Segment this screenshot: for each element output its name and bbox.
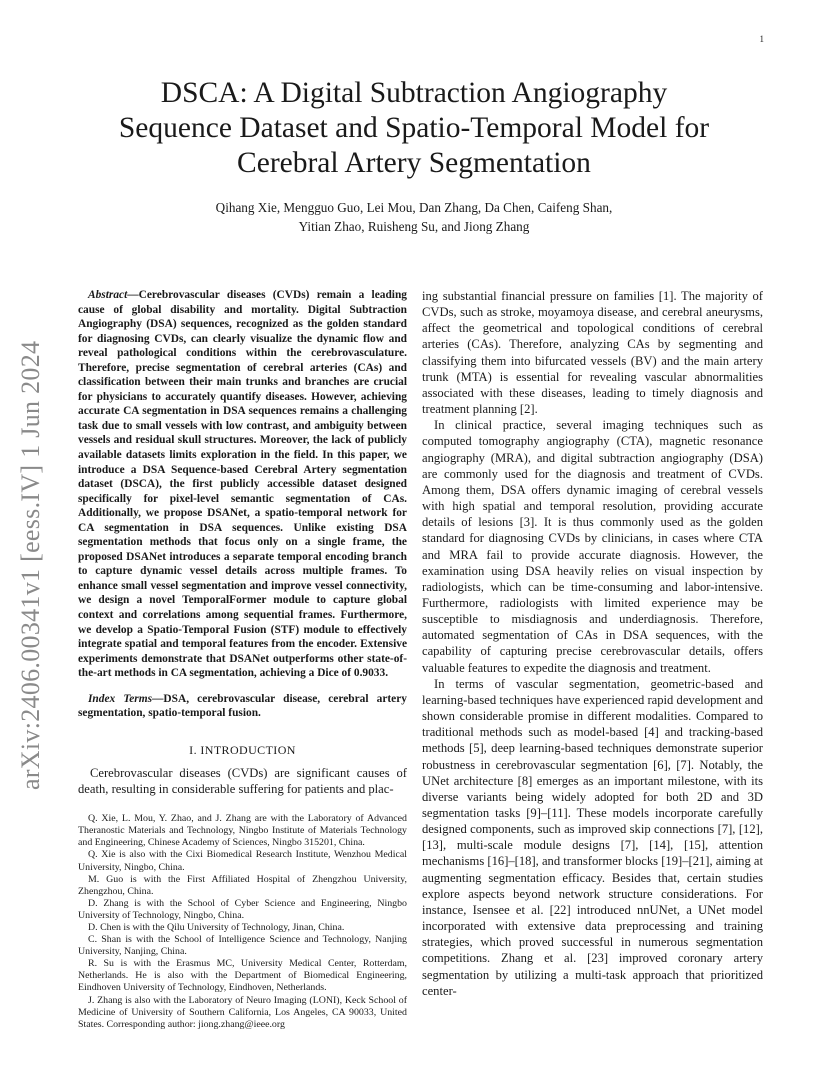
authors-line-2: Yitian Zhao, Ruisheng Su, and Jiong Zhang [298,219,530,234]
abstract-text: —Cerebrovascular diseases (CVDs) remain a leading cause of global disability and mortality. Digital Subtraction Angiography (DSA) sequences, recognized as the golden standard for diagnosing CVDs, can clearly visualize the dynamic flow and reveal pathological conditions within the cerebrovasculature. Therefore, precise segmentation of cerebral arteries (CAs) and classification between their main trunks and branches are crucial for physicians to accurately quantify diseases. However, achieving accurate CA segmentation in DSA sequences remains a challenging task due to small vessels with low contrast, and ambiguity between vessels and residual skull structures. Moreover, the lack of publicly available datasets limits exploration in the field. In this paper, we introduce a DSA Sequence-based Cerebral Artery segmentation dataset (DSCA), the first publicly accessible dataset designed specifically for pixel-level semantic segmentation of CAs. Additionally, we propose DSANet, a spatio-temporal network for CA segmentation in DSA sequences. Unlike existing DSA segmentation methods that focus only on a single frame, the proposed DSANet introduces a separate temporal encoding branch to capture dynamic vessel details across multiple frames. To enhance small vessel segmentation and improve vessel connectivity, we design a novel TemporalFormer module to capture global context and correlations among sequential frames. Furthermore, we develop a Spatio-Temporal Fusion (STF) module to effectively integrate spatial and temporal features from the encoder. Extensive experiments demonstrate that DSANet outperforms other state-of-the-art methods in CA segmentation, achieving a Dice of 0.9033. [78,289,407,680]
footnote: Q. Xie, L. Mou, Y. Zhao, and J. Zhang are with the Laboratory of Advanced Theranostic Materials and Technology, Ningbo Institute of Materials Technology and Engineering, Chinese Academy of Sciences, Ningbo 315201, China. [78,813,407,849]
footnote: C. Shan is with the School of Intelligence Science and Technology, Nanjing University, Nanjing, China. [78,934,407,958]
right-column [422,288,763,999]
left-column [78,288,407,1031]
title-line-3: Cerebral Artery Segmentation [237,147,591,179]
arxiv-stamp: arXiv:2406.00341v1 [eess.IV] 1 Jun 2024 [16,340,45,790]
title-line-2: Sequence Dataset and Spatio-Temporal Model for [118,112,710,144]
footnote: M. Guo is with the First Affiliated Hospital of Zhengzhou University, Zhengzhou, China. [78,873,407,897]
author-footnotes [78,813,407,1031]
body-paragraph: In clinical practice, several imaging techniques such as computed tomography angiography (CTA), magnetic resonance angiography (MRA), and digital subtraction angiography (DSA) are commonly used for the diagnosis and treatment of CVDs. Among them, DSA offers dynamic imaging of cerebral vessels with high spatial and temporal resolution, providing accurate details of lesions [3]. It is thus commonly used as the golden standard for diagnosing CVDs by clinicians, in cases where CTA and MRA fail to provide accurate diagnosis. However, the examination using DSA heavily relies on visual inspection by radiologists, which can be time-consuming and labor-intensive. Furthermore, radiologists with limited experience may be susceptible to misdiagnosis and underdiagnosis. Therefore, automated segmentation of CAs in DSA sequences, with the capability of capturing precise cerebrovascular details, offers valuable features to expedite the diagnosis and treatment. [422,418,763,675]
body-paragraph: ing substantial financial pressure on families [1]. The majority of CVDs, such as stroke, moyamoya disease, and cerebral aneurysms, affect the geometrical and topological conditions of cerebral arteries (CAs). Therefore, analyzing CAs by segmenting and classifying them into bifurcated vessels (BV) and the main artery trunk (MTA) is essential for revealing vascular abnormalities associated with these diseases, leading to timely diagnosis and treatment planning [2]. [422,289,763,417]
index-terms-text: —DSA, cerebrovascular disease, cerebral artery segmentation, spatio-temporal fusion. [78,692,407,720]
abstract [78,288,407,681]
section-heading-introduction: I. INTRODUCTION [189,742,296,757]
abstract-lead: Abstract [88,289,128,301]
author-list [100,198,728,236]
index-terms [78,692,407,721]
title-line-1: DSCA: A Digital Subtraction Angiography [160,77,668,109]
footnote: Q. Xie is also with the Cixi Biomedical Research Institute, Wenzhou Medical University, Ningbo, China. [78,849,407,873]
paper-title [70,76,758,181]
intro-paragraph: Cerebrovascular diseases (CVDs) are significant causes of death, resulting in considerable suffering for patients and plac- [78,765,407,797]
footnote: D. Zhang is with the School of Cyber Science and Engineering, Ningbo University of Technology, Ningbo, China. [78,897,407,921]
footnote: R. Su is with the Erasmus MC, University Medical Center, Rotterdam, Netherlands. He is also with the Department of Biomedical Engineering, Eindhoven University of Technology, Eindhoven, Netherlands. [78,958,407,994]
page-number: 1 [759,34,764,44]
footnote: J. Zhang is also with the Laboratory of Neuro Imaging (LONI), Keck School of Medicine of University of Southern California, Los Angeles, CA 90033, United States. Corresponding author: jiong.zhang@ieee.org [78,994,407,1030]
authors-line-1: Qihang Xie, Mengguo Guo, Lei Mou, Dan Zhang, Da Chen, Caifeng Shan, [215,200,613,215]
footnote: D. Chen is with the Qilu University of Technology, Jinan, China. [88,922,345,934]
index-terms-lead: Index Terms [88,692,153,705]
body-paragraph: In terms of vascular segmentation, geometric-based and learning-based techniques have experienced rapid development and shown considerable promise in different modalities. Compared to traditional methods such as model-based [4] and tracking-based methods [5], deep learning-based techniques demonstrate superior robustness in cerebrovascular segmentation [6], [7]. Notably, the UNet architecture [8] emerges as an important milestone, with its diverse variants being widely adopted for both 2D and 3D segmentation tasks [9]–[11]. These models incorporate carefully designed components, such as improved skip connections [7], [12], [13], multi-scale module designs [7], [14], [15], attention mechanisms [16]–[18], and transformer blocks [19]–[21], aiming at augmenting segmentation efficacy. Besides that, certain studies explore aspects beyond network structure considerations. For instance, Isensee et al. [22] introduced nnUNet, a UNet model incorporated with extensive data preprocessing and training strategies, which proved successful in numerous segmentation competitions. Zhang et al. [23] improved coronary artery segmentation by utilizing a multi-task approach that prioritized center- [422,676,763,998]
